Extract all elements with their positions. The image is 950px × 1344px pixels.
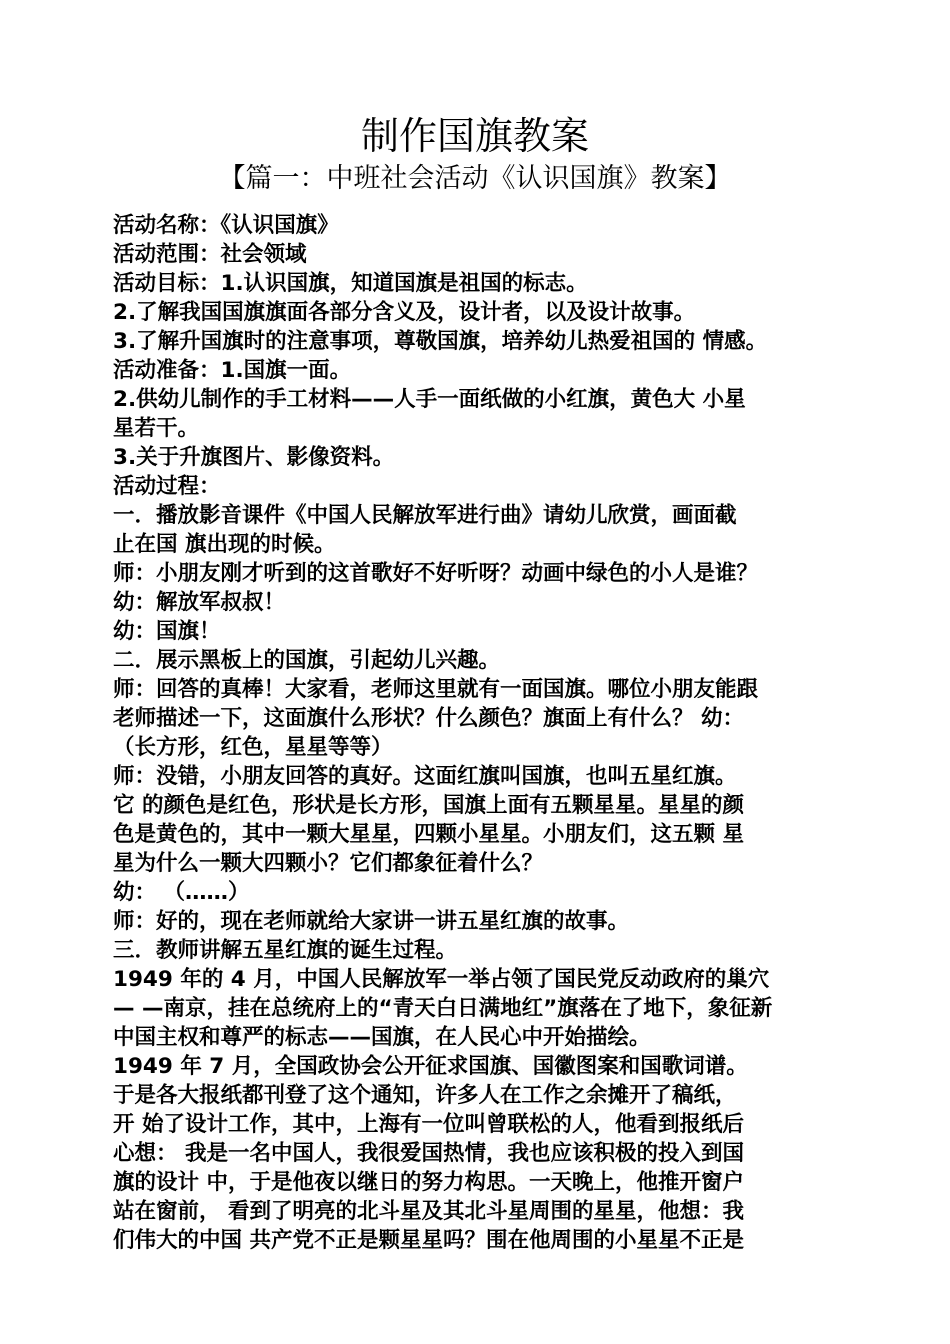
text-line: 活动准备：1.国旗一面。 [113,358,352,383]
text-line: 3.了解升国旗时的注意事项，尊敬国旗，培养幼儿热爱祖国的 情感。 [113,329,768,354]
text-line: 1949 年的 4 月，中国人民解放军一举占领了国民党反动政府的巢穴 [113,967,770,992]
text-line: 于是各大报纸都刊登了这个通知，许多人在工作之余摊开了稿纸， [113,1083,737,1108]
document-title: 制作国旗教案 [360,114,589,158]
text-line: 它 的颜色是红色，形状是长方形，国旗上面有五颗星星。星星的颜 [113,793,744,818]
text-line: 幼： （……） [113,880,250,905]
text-line: 止在国 旗出现的时候。 [113,532,336,557]
text-line: 活动名称：《认识国旗》 [113,213,339,238]
text-line: 们伟大的中国 共产党不正是颗星星吗？围在他周围的小星星不正是 [113,1228,744,1253]
text-line: 3.关于升旗图片、影像资料。 [113,445,395,470]
text-line: 中国主权和尊严的标志——国旗，在人民心中开始描绘。 [113,1025,651,1050]
document-body [113,211,843,1255]
text-line: 师：回答的真棒！大家看，老师这里就有一面国旗。哪位小朋友能跟 [113,677,759,702]
text-line: 师：小朋友刚才听到的这首歌好不好听呀？动画中绿色的小人是谁？ [113,561,759,586]
text-line: 星为什么一颗大四颗小？它们都象征着什么？ [113,851,544,876]
text-line: 活动目标：1.认识国旗，知道国旗是祖国的标志。 [113,271,588,296]
text-line: 2.供幼儿制作的手工材料——人手一面纸做的小红旗，黄色大 小星 [113,387,746,412]
text-line: 色是黄色的，其中一颗大星星，四颗小星星。小朋友们，这五颗 星 [113,822,744,847]
text-line: 幼：国旗！ [113,619,221,644]
text-line: 2.了解我国国旗旗面各部分含义及，设计者，以及设计故事。 [113,300,696,325]
text-line: 师：没错，小朋友回答的真好。这面红旗叫国旗，也叫五星红旗。 [113,764,737,789]
text-line: 心想： 我是一名中国人，我很爱国热情，我也应该积极的投入到国 [113,1141,744,1166]
text-line: 活动范围：社会领域 [113,242,307,267]
text-line: （长方形，红色，星星等等） [113,735,393,760]
text-line: 幼：解放军叔叔！ [113,590,286,615]
text-line: 站在窗前， 看到了明亮的北斗星及其北斗星周围的星星，他想：我 [113,1199,744,1224]
text-line: 活动过程： [113,474,221,499]
text-line: 师：好的，现在老师就给大家讲一讲五星红旗的故事。 [113,909,630,934]
text-line: 三．教师讲解五星红旗的诞生过程。 [113,938,458,963]
text-line: 二．展示黑板上的国旗，引起幼儿兴趣。 [113,648,501,673]
document-subtitle: 【篇一：中班社会活动《认识国旗》教案】 [218,163,732,194]
text-line: 一．播放影音课件《中国人民解放军进行曲》请幼儿欣赏，画面截 [113,503,737,528]
text-line: 星若干。 [113,416,200,441]
text-line: 1949 年 7 月，全国政协会公开征求国旗、国徽图案和国歌词谱。 [113,1054,748,1079]
text-line: 老师描述一下，这面旗什么形状？什么颜色？旗面上有什么？ 幼： [113,706,744,731]
text-line: 旗的设计 中，于是他夜以继日的努力构思。一天晚上，他推开窗户 [113,1170,744,1195]
text-line: — —南京，挂在总统府上的“青天白日满地红”旗落在了地下，象征新 [113,996,773,1021]
text-line: 开 始了设计工作，其中，上海有一位叫曾联松的人，他看到报纸后 [113,1112,744,1137]
